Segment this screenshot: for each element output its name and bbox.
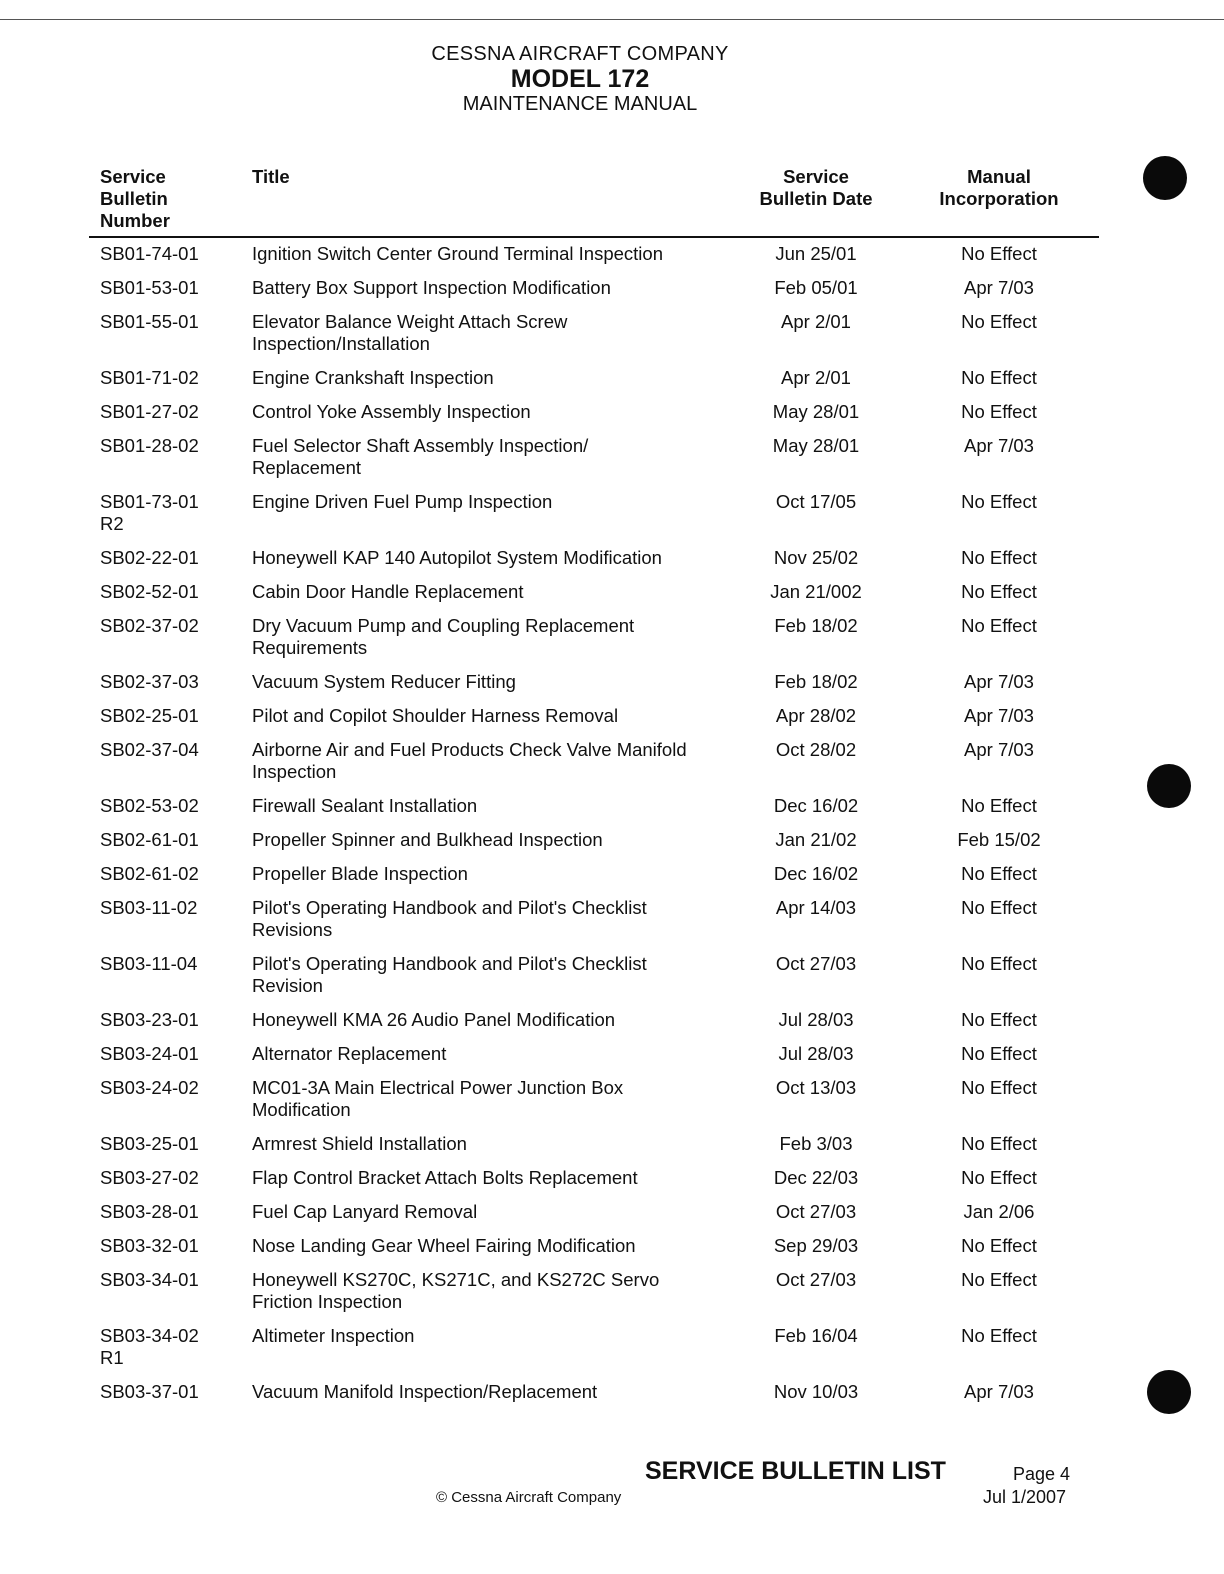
- bulletin-number: [100, 897, 240, 919]
- bulletin-number: [100, 1235, 240, 1257]
- manual-incorporation: No Effect: [961, 953, 1037, 974]
- table-row: [0, 1077, 1224, 1133]
- bulletin-date: Feb 05/01: [774, 277, 858, 298]
- bulletin-number: [100, 1043, 240, 1065]
- table-row: [0, 1325, 1224, 1381]
- table-row: [0, 615, 1224, 671]
- manual-title: MAINTENANCE MANUAL: [462, 93, 698, 115]
- manual-incorporation: No Effect: [961, 1269, 1037, 1290]
- bulletin-title-line: Revision: [252, 975, 323, 996]
- bulletin-date: Jan 21/02: [775, 829, 857, 850]
- table-row: [0, 435, 1224, 491]
- bulletin-title: [252, 1201, 732, 1223]
- bulletin-number-line: SB01-53-01: [100, 277, 199, 298]
- bulletin-date: Apr 28/02: [775, 705, 857, 726]
- table-row: [0, 1235, 1224, 1269]
- bulletin-number-line: SB03-11-04: [100, 953, 198, 974]
- header-rule: [89, 236, 1099, 238]
- bulletin-date: Feb 18/02: [774, 615, 858, 636]
- bulletin-date: Jul 28/03: [778, 1043, 854, 1064]
- col-header-date-line: Bulletin Date: [759, 188, 873, 209]
- page-number: Page 4: [1013, 1464, 1071, 1484]
- bulletin-title-line: MC01-3A Main Electrical Power Junction Box: [252, 1077, 624, 1098]
- bulletin-date: Jun 25/01: [775, 243, 857, 264]
- bulletin-number: [100, 243, 240, 265]
- bulletin-number-line: SB02-22-01: [100, 547, 199, 568]
- bulletin-date: Sep 29/03: [773, 1235, 859, 1256]
- bulletin-title: [252, 1133, 732, 1155]
- bulletin-number-line: SB03-27-02: [100, 1167, 199, 1188]
- manual-incorporation: Apr 7/03: [964, 435, 1034, 456]
- table-row: [0, 277, 1224, 311]
- bulletin-number: [100, 435, 240, 457]
- col-header-date-line: Service: [783, 166, 849, 187]
- binder-hole-marker: [1143, 156, 1187, 200]
- table-row: [0, 705, 1224, 739]
- bulletin-title: [252, 1043, 732, 1065]
- bulletin-title-line: Nose Landing Gear Wheel Fairing Modification: [252, 1235, 636, 1256]
- bulletin-number-line: SB02-37-03: [100, 671, 199, 692]
- manual-incorporation: Jan 2/06: [963, 1201, 1035, 1222]
- manual-incorporation: Apr 7/03: [964, 1381, 1034, 1402]
- bulletin-number-line: SB01-55-01: [100, 311, 199, 332]
- bulletin-date: Oct 27/03: [775, 1201, 857, 1222]
- manual-incorporation: Apr 7/03: [964, 739, 1034, 760]
- bulletin-number-line: SB03-24-01: [100, 1043, 199, 1064]
- section-title: SERVICE BULLETIN LIST: [645, 1457, 946, 1485]
- bulletin-number-line: SB02-37-04: [100, 739, 199, 760]
- bulletin-title: [252, 829, 732, 851]
- col-header-incorporation-line: Incorporation: [939, 188, 1059, 209]
- bulletin-title-line: Propeller Spinner and Bulkhead Inspection: [252, 829, 603, 850]
- manual-incorporation: No Effect: [961, 1235, 1037, 1256]
- copyright: © Cessna Aircraft Company: [436, 1489, 622, 1506]
- bulletin-number: [100, 547, 240, 569]
- bulletin-number: [100, 829, 240, 851]
- bulletin-title-line: Fuel Cap Lanyard Removal: [252, 1201, 478, 1222]
- bulletin-title: [252, 953, 732, 997]
- col-header-number: [100, 166, 170, 232]
- bulletin-title-line: Dry Vacuum Pump and Coupling Replacement: [252, 615, 635, 636]
- bulletin-date: Feb 18/02: [774, 671, 858, 692]
- table-row: [0, 401, 1224, 435]
- bulletin-number-line: SB02-61-01: [100, 829, 199, 850]
- bulletin-number-line: SB03-28-01: [100, 1201, 199, 1222]
- revision-date: Jul 1/2007: [983, 1487, 1067, 1507]
- bulletin-number: [100, 671, 240, 693]
- bulletin-title-line: Control Yoke Assembly Inspection: [252, 401, 531, 422]
- manual-incorporation: No Effect: [961, 367, 1037, 388]
- bulletin-title: [252, 739, 732, 783]
- bulletin-number-line: SB02-61-02: [100, 863, 199, 884]
- bulletin-number-line: SB02-53-02: [100, 795, 199, 816]
- binder-hole-marker: [1147, 1370, 1191, 1414]
- table-row: [0, 829, 1224, 863]
- bulletin-title-line: Vacuum Manifold Inspection/Replacement: [252, 1381, 598, 1402]
- bulletin-title: [252, 401, 732, 423]
- bulletin-title: [252, 1325, 732, 1369]
- bulletin-title: [252, 243, 732, 265]
- table-row: [0, 581, 1224, 615]
- table-row: [0, 367, 1224, 401]
- manual-incorporation: No Effect: [961, 581, 1037, 602]
- bulletin-title-line: Altimeter Inspection: [252, 1325, 415, 1346]
- manual-incorporation: No Effect: [961, 491, 1037, 512]
- bulletin-title: [252, 277, 732, 299]
- col-header-number-line: Service: [100, 166, 166, 187]
- bulletin-title-line: Pilot's Operating Handbook and Pilot's Checklist: [252, 953, 647, 974]
- table-row: [0, 953, 1224, 1009]
- bulletin-title-line: Pilot's Operating Handbook and Pilot's Checklist: [252, 897, 647, 918]
- bulletin-number-line: SB02-37-02: [100, 615, 199, 636]
- bulletin-date: Oct 17/05: [775, 491, 857, 512]
- table-row: [0, 671, 1224, 705]
- bulletin-number: [100, 863, 240, 885]
- bulletin-date: May 28/01: [772, 401, 860, 422]
- bulletin-title-line: Honeywell KMA 26 Audio Panel Modification: [252, 1009, 616, 1030]
- bulletin-number-line: SB03-25-01: [100, 1133, 199, 1154]
- bulletin-title: [252, 367, 732, 389]
- bulletin-title: [252, 671, 732, 693]
- bulletin-number-line: SB02-25-01: [100, 705, 199, 726]
- bulletin-number: [100, 581, 240, 603]
- manual-incorporation: Apr 7/03: [964, 671, 1034, 692]
- col-header-title-line: Title: [252, 166, 290, 187]
- bulletin-title-line: Elevator Balance Weight Attach Screw: [252, 311, 568, 332]
- bulletin-number: [100, 1167, 240, 1189]
- bulletin-number-line: R1: [100, 1347, 124, 1368]
- bulletin-date: May 28/01: [772, 435, 860, 456]
- bulletin-date: Feb 16/04: [774, 1325, 858, 1346]
- bulletin-number: [100, 401, 240, 423]
- table-row: [0, 897, 1224, 953]
- bulletin-date: Dec 16/02: [773, 795, 859, 816]
- bulletin-title: [252, 1167, 732, 1189]
- bulletin-number: [100, 953, 240, 975]
- bulletin-title: [252, 1381, 732, 1403]
- bulletin-number: [100, 615, 240, 637]
- manual-incorporation: No Effect: [961, 795, 1037, 816]
- bulletin-date: Oct 28/02: [775, 739, 857, 760]
- top-rule: [0, 19, 1224, 20]
- table-row: [0, 795, 1224, 829]
- bulletin-date: Oct 27/03: [775, 1269, 857, 1290]
- bulletin-title-line: Fuel Selector Shaft Assembly Inspection/: [252, 435, 589, 456]
- bulletin-date: Dec 22/03: [773, 1167, 859, 1188]
- table-row: [0, 739, 1224, 795]
- bulletin-number: [100, 1325, 240, 1369]
- bulletin-title-line: Propeller Blade Inspection: [252, 863, 468, 884]
- manual-incorporation: No Effect: [961, 1133, 1037, 1154]
- table-row: [0, 311, 1224, 367]
- bulletin-title: [252, 311, 732, 355]
- table-row: [0, 1043, 1224, 1077]
- bulletin-date: Apr 2/01: [781, 367, 851, 388]
- page-header: [0, 42, 1160, 116]
- bulletin-number: [100, 311, 240, 333]
- manual-incorporation: No Effect: [961, 1043, 1037, 1064]
- bulletin-title: [252, 547, 732, 569]
- bulletin-date: Oct 13/03: [775, 1077, 857, 1098]
- bulletin-title: [252, 1009, 732, 1031]
- manual-incorporation: No Effect: [961, 1009, 1037, 1030]
- bulletin-number-line: SB03-23-01: [100, 1009, 199, 1030]
- bulletin-number-line: SB02-52-01: [100, 581, 199, 602]
- bulletin-title-line: Battery Box Support Inspection Modification: [252, 277, 611, 298]
- manual-incorporation: No Effect: [961, 547, 1037, 568]
- bulletin-title: [252, 1077, 732, 1121]
- bulletin-title-line: Friction Inspection: [252, 1291, 403, 1312]
- bulletin-title-line: Honeywell KAP 140 Autopilot System Modification: [252, 547, 662, 568]
- bulletin-title-line: Armrest Shield Installation: [252, 1133, 467, 1154]
- bulletin-date: Apr 14/03: [775, 897, 857, 918]
- bulletin-number: [100, 739, 240, 761]
- bulletin-title: [252, 581, 732, 603]
- bulletin-number-line: SB01-71-02: [100, 367, 199, 388]
- bulletin-number: [100, 705, 240, 727]
- table-row: [0, 1133, 1224, 1167]
- table-row: [0, 1201, 1224, 1235]
- bulletin-number-line: SB03-34-02: [100, 1325, 199, 1346]
- bulletin-title-line: Honeywell KS270C, KS271C, and KS272C Servo: [252, 1269, 660, 1290]
- col-header-incorporation: [925, 166, 1073, 210]
- manual-incorporation: No Effect: [961, 1077, 1037, 1098]
- bulletin-number: [100, 1077, 240, 1099]
- bulletin-number: [100, 1133, 240, 1155]
- table-row: [0, 243, 1224, 277]
- bulletin-title: [252, 795, 732, 817]
- bulletin-title-line: Inspection: [252, 761, 337, 782]
- bulletin-date: Jan 21/002: [770, 581, 862, 602]
- manual-incorporation: No Effect: [961, 863, 1037, 884]
- bulletin-title: [252, 491, 732, 535]
- manual-incorporation: No Effect: [961, 311, 1037, 332]
- model-title: MODEL 172: [510, 65, 650, 93]
- bulletin-number-line: SB03-32-01: [100, 1235, 199, 1256]
- bulletin-title: [252, 863, 732, 885]
- col-header-number-line: Number: [100, 210, 170, 231]
- bulletin-number-line: SB01-27-02: [100, 401, 199, 422]
- bulletin-title-line: Pilot and Copilot Shoulder Harness Removal: [252, 705, 619, 726]
- bulletin-date: Apr 2/01: [781, 311, 851, 332]
- bulletin-date: Feb 3/03: [779, 1133, 853, 1154]
- bulletin-number: [100, 1009, 240, 1031]
- col-header-title: [252, 166, 290, 188]
- bulletin-number: [100, 1381, 240, 1403]
- manual-incorporation: No Effect: [961, 243, 1037, 264]
- bulletin-number-line: SB03-37-01: [100, 1381, 199, 1402]
- bulletin-title: [252, 615, 732, 659]
- bulletin-title-line: Airborne Air and Fuel Products Check Valve Manifold: [252, 739, 687, 760]
- bulletin-date: Nov 10/03: [773, 1381, 859, 1402]
- bulletin-title-line: Revisions: [252, 919, 333, 940]
- col-header-incorporation-line: Manual: [967, 166, 1031, 187]
- bulletin-number-line: SB01-73-01: [100, 491, 199, 512]
- bulletin-title: [252, 897, 732, 941]
- bulletin-number-line: SB01-28-02: [100, 435, 199, 456]
- bulletin-number: [100, 795, 240, 817]
- bulletin-date: Dec 16/02: [773, 863, 859, 884]
- bulletin-number-line: SB03-11-02: [100, 897, 198, 918]
- manual-incorporation: Apr 7/03: [964, 705, 1034, 726]
- bulletin-date: Jul 28/03: [778, 1009, 854, 1030]
- bulletin-title-line: Cabin Door Handle Replacement: [252, 581, 524, 602]
- bulletin-title-line: Firewall Sealant Installation: [252, 795, 478, 816]
- bulletin-title: [252, 705, 732, 727]
- bulletin-title-line: Replacement: [252, 457, 362, 478]
- bulletin-date: Oct 27/03: [775, 953, 857, 974]
- bulletin-title-line: Modification: [252, 1099, 351, 1120]
- table-row: [0, 1167, 1224, 1201]
- manual-incorporation: Feb 15/02: [957, 829, 1041, 850]
- bulletin-table-body: [0, 243, 1224, 1415]
- bulletin-number-line: SB03-24-02: [100, 1077, 199, 1098]
- bulletin-date: Nov 25/02: [773, 547, 859, 568]
- bulletin-title-line: Requirements: [252, 637, 368, 658]
- bulletin-title-line: Inspection/Installation: [252, 333, 430, 354]
- bulletin-title-line: Engine Driven Fuel Pump Inspection: [252, 491, 553, 512]
- manual-incorporation: No Effect: [961, 1325, 1037, 1346]
- binder-hole-marker: [1147, 764, 1191, 808]
- manual-incorporation: No Effect: [961, 1167, 1037, 1188]
- bulletin-number: [100, 491, 240, 535]
- table-row: [0, 1381, 1224, 1415]
- bulletin-title-line: Vacuum System Reducer Fitting: [252, 671, 516, 692]
- bulletin-number: [100, 277, 240, 299]
- bulletin-title: [252, 1235, 732, 1257]
- bulletin-title-line: Engine Crankshaft Inspection: [252, 367, 494, 388]
- bulletin-title: [252, 1269, 732, 1313]
- manual-incorporation: No Effect: [961, 615, 1037, 636]
- table-row: [0, 491, 1224, 547]
- col-header-date: [745, 166, 887, 210]
- bulletin-number: [100, 1269, 240, 1291]
- manual-incorporation: No Effect: [961, 897, 1037, 918]
- table-row: [0, 863, 1224, 897]
- bulletin-title: [252, 435, 732, 479]
- company-name: CESSNA AIRCRAFT COMPANY: [431, 43, 729, 65]
- bulletin-number-line: SB01-74-01: [100, 243, 199, 264]
- manual-incorporation: Apr 7/03: [964, 277, 1034, 298]
- bulletin-number-line: SB03-34-01: [100, 1269, 199, 1290]
- bulletin-number-line: R2: [100, 513, 124, 534]
- table-row: [0, 1009, 1224, 1043]
- bulletin-title-line: Ignition Switch Center Ground Terminal Inspection: [252, 243, 663, 264]
- bulletin-number: [100, 367, 240, 389]
- manual-incorporation: No Effect: [961, 401, 1037, 422]
- bulletin-number: [100, 1201, 240, 1223]
- bulletin-title-line: Alternator Replacement: [252, 1043, 447, 1064]
- table-row: [0, 547, 1224, 581]
- table-row: [0, 1269, 1224, 1325]
- bulletin-title-line: Flap Control Bracket Attach Bolts Replacement: [252, 1167, 638, 1188]
- col-header-number-line: Bulletin: [100, 188, 168, 209]
